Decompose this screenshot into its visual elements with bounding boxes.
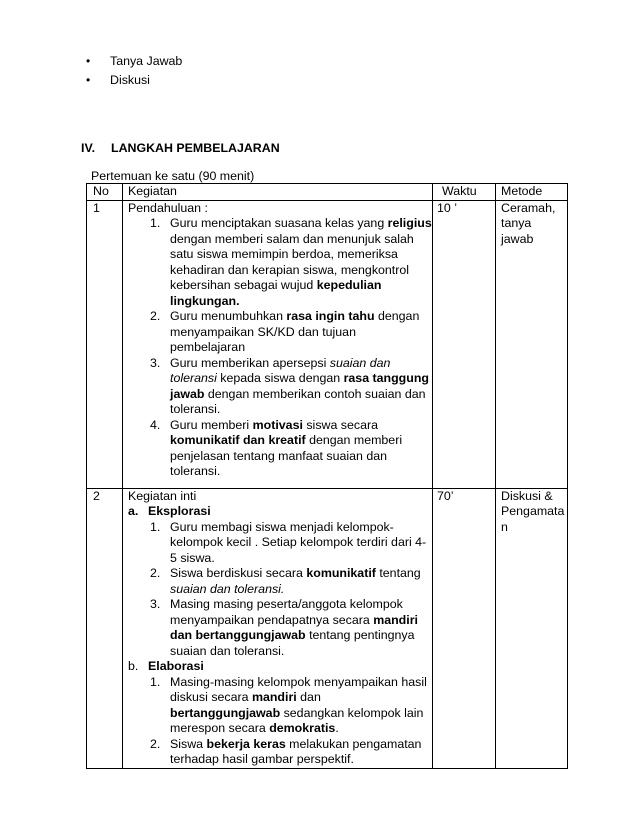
- phase-title: Kegiatan inti: [128, 488, 197, 503]
- section-number: IV.: [81, 141, 96, 155]
- list-item: 3. Guru memberikan apersepsi suaian dan toleransi kepada siswa dengan rasa tanggung jawab dengan memberikan contoh suaian dan toleransi.: [150, 355, 429, 416]
- subsection-heading: a. Eksplorasi: [128, 504, 211, 518]
- header-waktu: Waktu: [433, 184, 496, 201]
- section-heading: [81, 141, 280, 157]
- subsection-heading: b. Elaborasi: [128, 659, 204, 673]
- method-cell: Ceramah, tanya jawab: [496, 200, 568, 488]
- table-row: [87, 488, 568, 768]
- list-item: 1. Guru membagi siswa menjadi kelompok-kelompok kecil . Setiap kelompok terdiri dari 4-5 siswa.: [150, 519, 427, 565]
- list-item: 3. Masing masing peserta/anggota kelompok menyampaikan pendapatnya secara mandiri dan bertanggungjawab tentang pentingnya suaian dan toleransi.: [150, 597, 418, 658]
- list-item: 2. Siswa berdiskusi secara komunikatif tentang suaian dan toleransi.: [150, 566, 421, 596]
- bullet-icon: •: [86, 54, 91, 68]
- bullet-item: • Tanya Jawab: [86, 54, 182, 73]
- header-no: No: [87, 184, 123, 201]
- header-metode: Metode: [496, 184, 568, 201]
- list-item: 2. Guru menumbuhkan rasa ingin tahu dengan menyampaikan SK/KD dan tujuan pembelajaran: [150, 309, 420, 354]
- activity-table: [86, 183, 568, 769]
- method-cell: Diskusi & Pengamata n: [496, 488, 568, 768]
- list-item: 2. Siswa bekerja keras melakukan pengamatan terhadap hasil gambar perspektif.: [150, 736, 422, 766]
- activity-cell: [123, 488, 433, 768]
- list-item: 1. Masing-masing kelompok menyampaikan hasil diskusi secara mandiri dan bertanggungjawab sedangkan kelompok lain merespon secara demokratis.: [150, 674, 427, 735]
- activity-cell: [123, 200, 433, 488]
- phase-title: Pendahuluan :: [128, 200, 208, 215]
- table-row: [87, 200, 568, 488]
- table-header-row: [87, 184, 568, 201]
- time-cell: 10 ’: [433, 200, 496, 488]
- meeting-label: Pertemuan ke satu (90 menit): [91, 169, 255, 183]
- section-title: LANGKAH PEMBELAJARAN: [111, 141, 280, 155]
- bullet-item: • Diskusi: [86, 73, 182, 92]
- list-item: 4. Guru memberi motivasi siswa secara komunikatif dan kreatif dengan memberi penjelasan tentang manfaat suaian dan toleransi.: [150, 417, 403, 478]
- method-bullet-list: [86, 54, 182, 92]
- row-number: 1: [87, 200, 123, 488]
- row-number: 2: [87, 488, 123, 768]
- header-kegiatan: Kegiatan: [123, 184, 433, 201]
- bullet-icon: •: [86, 73, 91, 87]
- time-cell: 70’: [433, 488, 496, 768]
- list-item: 1. Guru menciptakan suasana kelas yang religius dengan memberi salam dan menunjuk salah satu siswa memimpin berdoa, memeriksa kehadiran dan kerapian siswa, mengkontrol kebersihan sebagai wujud kepedulian lingkungan.: [150, 216, 432, 308]
